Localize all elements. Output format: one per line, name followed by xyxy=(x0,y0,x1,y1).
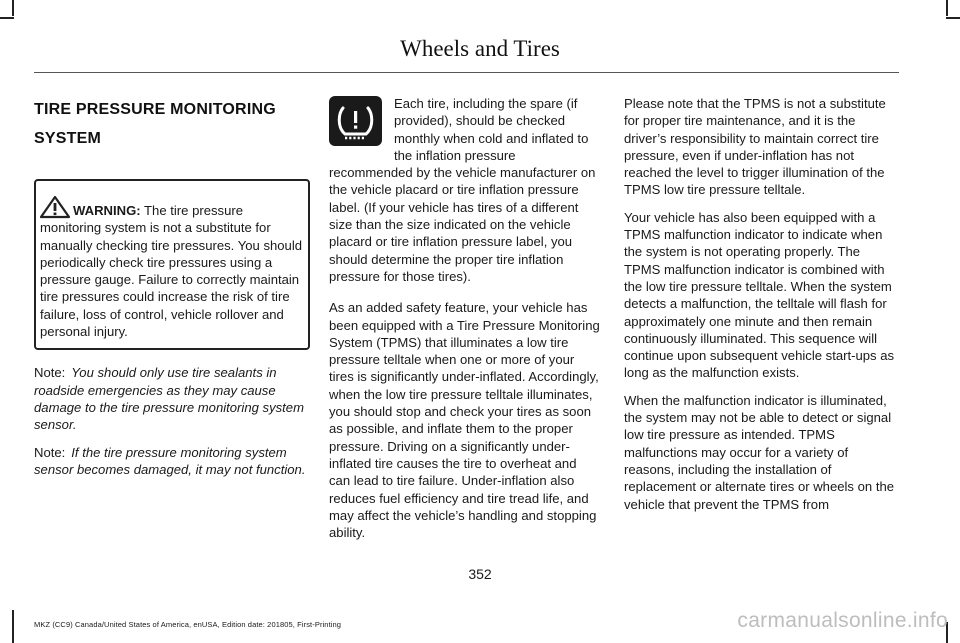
column-left xyxy=(34,95,310,488)
tpms-icon-container xyxy=(329,96,382,146)
crop-mark xyxy=(12,610,14,643)
section-heading xyxy=(34,97,310,151)
warning-text: The tire pressure monitoring system is not a substitute for manually checking tire pressures. You should periodically check tire pressures using a pressure gauge. Failure to correctly maintain tire pressures could increase the risk of tire failure, loss of control, vehicle rollover and personal injury. xyxy=(40,203,303,340)
paragraph: As an added safety feature, your vehicle has been equipped with a Tire Pressure Monitoring System (TPMS) that illuminates a low tire pressure telltale when one or more of your tires is significantly under-inflated. Accordingly, when the low tire pressure telltale illuminates, you should stop and check your tires as soon as possible, and inflate them to the proper pressure. Driving on a significantly under-inflated tire causes the tire to overheat and can lead to tire failure. Under-inflation also reduces fuel efficiency and tire tread life, and may affect the vehicle’s handling and stopping ability. xyxy=(329,300,600,541)
warning-box xyxy=(34,179,310,350)
edition-footer: MKZ (CC9) Canada/United States of America, enUSA, Edition date: 201805, First-Printing xyxy=(34,620,342,629)
note-label: Note: xyxy=(34,444,66,460)
crop-mark xyxy=(12,0,14,16)
note xyxy=(34,444,310,479)
note-text: You should only use tire sealants in roadside emergencies as they may cause damage to the tire pressure monitoring system sensor. xyxy=(34,365,305,433)
tire-pressure-telltale-icon xyxy=(329,96,382,146)
warning-label: WARNING: xyxy=(73,203,141,218)
watermark: carmanualsonline.info xyxy=(737,609,948,632)
paragraph: Your vehicle has also been equipped with a TPMS malfunction indicator to indicate when the system is not operating properly. The TPMS malfunction indicator is combined with the low tire pressure telltale. When the system detects a malfunction, the telltale will flash for approximately one minute and then remain continuously illuminated. This sequence will continue upon subsequent vehicle start-ups as long as the malfunction exists. xyxy=(624,209,895,381)
note-label: Note: xyxy=(34,365,66,381)
heading-line: TIRE PRESSURE MONITORING xyxy=(34,101,276,118)
note-text: If the tire pressure monitoring system sensor becomes damaged, it may not function. xyxy=(34,444,306,477)
note xyxy=(34,364,310,433)
crop-mark xyxy=(0,17,14,19)
paragraph: Please note that the TPMS is not a substitute for proper tire maintenance, and it is the driver’s responsibility to maintain correct tire pressure, even if under-inflation has not reached the level to trigger illumination of the TPMS low tire pressure telltale. xyxy=(624,96,886,198)
column-middle xyxy=(329,95,601,551)
page-title: Wheels and Tires xyxy=(400,36,560,61)
crop-mark xyxy=(946,17,960,19)
page-number: 352 xyxy=(468,566,492,582)
warning-triangle-icon xyxy=(40,195,70,219)
paragraph: When the malfunction indicator is illuminated, the system may not be able to detect or signal low tire pressure as intended. TPMS malfunctions may occur for a variety of reasons, including the installation of replacement or alternate tires or wheels on the vehicle that prevent the TPMS from xyxy=(624,392,895,512)
header-divider xyxy=(34,72,899,73)
crop-mark xyxy=(946,0,948,16)
heading-line: SYSTEM xyxy=(34,130,101,147)
column-right xyxy=(624,95,896,523)
paragraph: Each tire, including the spare (if provided), should be checked monthly when cold and inflated to the inflation pressure recommended by the vehicle manufacturer on the vehicle placard or tire inflation pressure label. (If your vehicle has tires of a different size than the size indicated on the vehicle placard or tire inflation pressure label, you should determine the proper tire inflation pressure for those tires). xyxy=(329,96,596,284)
